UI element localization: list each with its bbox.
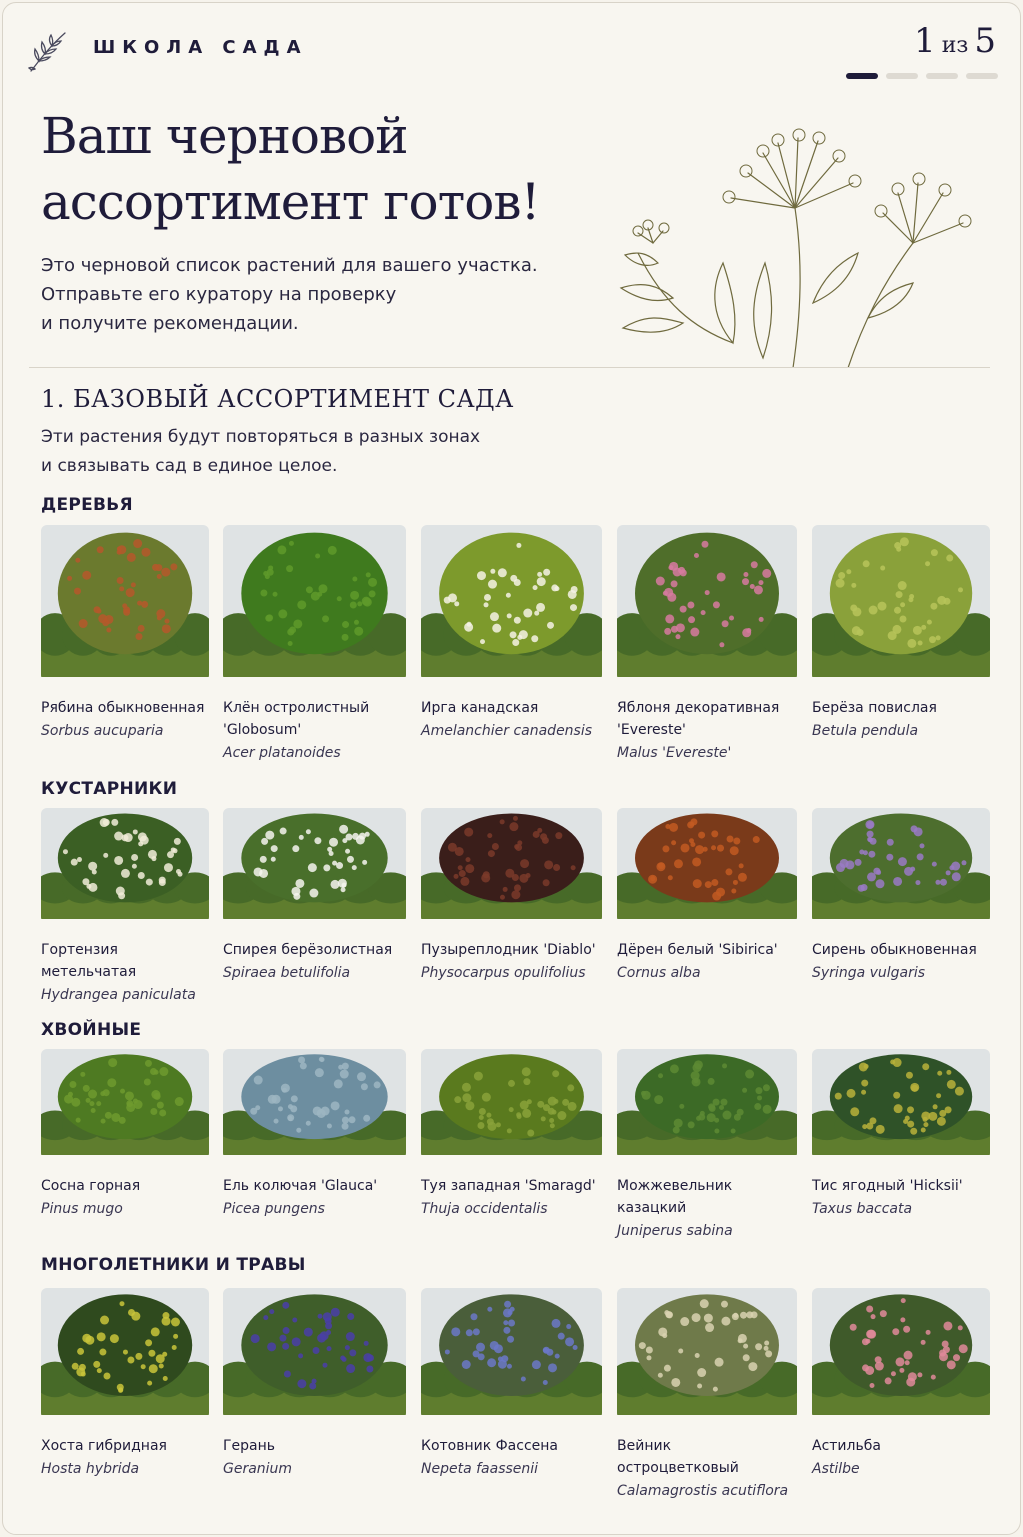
branch-logo-icon [25, 27, 71, 75]
plant-card[interactable] [223, 1288, 406, 1481]
page-separator: из [941, 33, 969, 58]
plant-latin-name: Hosta hybrida [41, 1461, 140, 1477]
plant-latin-name: Nepeta faassenii [421, 1461, 539, 1477]
plant-card[interactable] [41, 1288, 209, 1481]
plant-latin-name: Geranium [223, 1461, 293, 1477]
hydrangea-photo [41, 808, 209, 923]
plant-name: Тис ягодный 'Hicksii' [812, 1178, 963, 1194]
plant-card[interactable] [223, 1049, 406, 1221]
plant-card[interactable] [421, 1288, 602, 1481]
plant-card[interactable] [812, 525, 990, 743]
lilac-photo [812, 808, 990, 923]
category-title: ХВОЙНЫЕ [41, 1020, 142, 1040]
plant-latin-name: Malus 'Evereste' [617, 745, 732, 761]
umbel-flower-illustration [613, 113, 993, 368]
page-title: Ваш черновой ассортимент готов! [41, 107, 540, 231]
maple-tree-photo [223, 525, 406, 681]
plant-latin-name: Calamagrostis acutiflora [617, 1483, 789, 1499]
page-current: 1 [914, 21, 936, 61]
hero-subtitle-line: и получите рекомендации. [41, 313, 299, 334]
hero-subtitle-line: Это черновой список растений для вашего участка. [41, 255, 538, 276]
plant-latin-name: Sorbus aucuparia [41, 723, 164, 739]
blue-spruce-photo [223, 1049, 406, 1159]
plant-card[interactable] [421, 1049, 602, 1221]
category-title: КУСТАРНИКИ [41, 779, 178, 799]
birch-tree-photo [812, 525, 990, 681]
plant-latin-name: Picea pungens [223, 1201, 325, 1217]
ninebark-photo [421, 808, 602, 923]
progress-bar [846, 73, 998, 79]
feather-reed-grass-photo [617, 1288, 797, 1419]
plant-name: Рябина обыкновенная [41, 700, 205, 716]
plant-latin-name: Amelanchier canadensis [421, 723, 593, 739]
plant-name: Яблоня декоративная 'Evereste' [617, 700, 780, 738]
category-title: ДЕРЕВЬЯ [41, 495, 133, 515]
plant-latin-name: Acer platanoides [223, 745, 341, 761]
hero-subtitle-line: Отправьте его куратору на проверку [41, 284, 397, 305]
plant-card[interactable] [617, 1049, 797, 1243]
plant-card[interactable] [617, 1288, 797, 1503]
page-total: 5 [974, 21, 996, 61]
plant-card[interactable] [812, 1288, 990, 1481]
plant-latin-name: Thuja occidentalis [421, 1201, 548, 1217]
plant-latin-name: Astilbe [812, 1461, 860, 1477]
plant-name: Котовник Фассена [421, 1438, 559, 1454]
plant-card[interactable] [617, 808, 797, 985]
plant-name: Можжевельник казацкий [617, 1178, 733, 1216]
spiraea-photo [223, 808, 406, 923]
section-subtitle-line: и связывать сад в единое целое. [41, 456, 338, 476]
plant-name: Клён остролистный 'Globosum' [223, 700, 370, 738]
plant-name: Спирея берёзолистная [223, 942, 393, 958]
plant-latin-name: Spiraea betulifolia [223, 965, 351, 981]
ornamental-apple-tree-photo [617, 525, 797, 681]
page-frame [2, 2, 1021, 1535]
plant-card[interactable] [223, 525, 406, 765]
thuja-photo [421, 1049, 602, 1159]
plant-card[interactable] [41, 808, 209, 1007]
plant-card[interactable] [812, 1049, 990, 1221]
geranium-photo [223, 1288, 406, 1419]
section-subtitle-line: Эти растения будут повторяться в разных зонах [41, 427, 481, 447]
plant-name: Хоста гибридная [41, 1438, 167, 1454]
plant-name: Астильба [812, 1438, 881, 1454]
plant-latin-name: Taxus baccata [812, 1201, 913, 1217]
plant-card[interactable] [617, 525, 797, 765]
plant-latin-name: Cornus alba [617, 965, 701, 981]
hosta-photo [41, 1288, 209, 1419]
progress-step-1 [846, 73, 878, 79]
plant-name: Пузыреплодник 'Diablo' [421, 942, 596, 958]
brand-title: ШКОЛА САДА [93, 37, 308, 58]
plant-name: Вейник остроцветковый [617, 1438, 739, 1476]
plant-card[interactable] [41, 525, 209, 743]
plant-name: Ель колючая 'Glauca' [223, 1178, 378, 1194]
rowan-tree-photo [41, 525, 209, 681]
yew-photo [812, 1049, 990, 1159]
category-title: МНОГОЛЕТНИКИ И ТРАВЫ [41, 1255, 306, 1275]
page-indicator [914, 21, 996, 61]
catmint-photo [421, 1288, 602, 1419]
plant-latin-name: Hydrangea paniculata [41, 987, 196, 1003]
plant-latin-name: Juniperus sabina [617, 1223, 733, 1239]
plant-card[interactable] [812, 808, 990, 985]
plant-latin-name: Betula pendula [812, 723, 919, 739]
plant-name: Дёрен белый 'Sibirica' [617, 942, 778, 958]
plant-name: Герань [223, 1438, 276, 1454]
progress-step-3 [926, 73, 958, 79]
plant-card[interactable] [421, 525, 602, 743]
serviceberry-tree-photo [421, 525, 602, 681]
plant-card[interactable] [41, 1049, 209, 1221]
plant-name: Ирга канадская [421, 700, 539, 716]
plant-name: Сирень обыкновенная [812, 942, 977, 958]
progress-step-4 [966, 73, 998, 79]
plant-name: Берёза повислая [812, 700, 937, 716]
juniper-photo [617, 1049, 797, 1159]
plant-name: Гортензия метельчатая [41, 942, 137, 980]
plant-latin-name: Pinus mugo [41, 1201, 123, 1217]
hero-subtitle [41, 251, 581, 338]
mountain-pine-photo [41, 1049, 209, 1159]
plant-latin-name: Syringa vulgaris [812, 965, 926, 981]
plant-card[interactable] [223, 808, 406, 985]
plant-name: Сосна горная [41, 1178, 141, 1194]
astilbe-photo [812, 1288, 990, 1419]
dogwood-photo [617, 808, 797, 923]
section-title: 1. БАЗОВЫЙ АССОРТИМЕНТ САДА [41, 385, 514, 413]
plant-latin-name: Physocarpus opulifolius [421, 965, 586, 981]
plant-card[interactable] [421, 808, 602, 985]
plant-name: Туя западная 'Smaragd' [421, 1178, 596, 1194]
section-subtitle [41, 423, 480, 481]
section-divider [29, 367, 990, 368]
progress-step-2 [886, 73, 918, 79]
